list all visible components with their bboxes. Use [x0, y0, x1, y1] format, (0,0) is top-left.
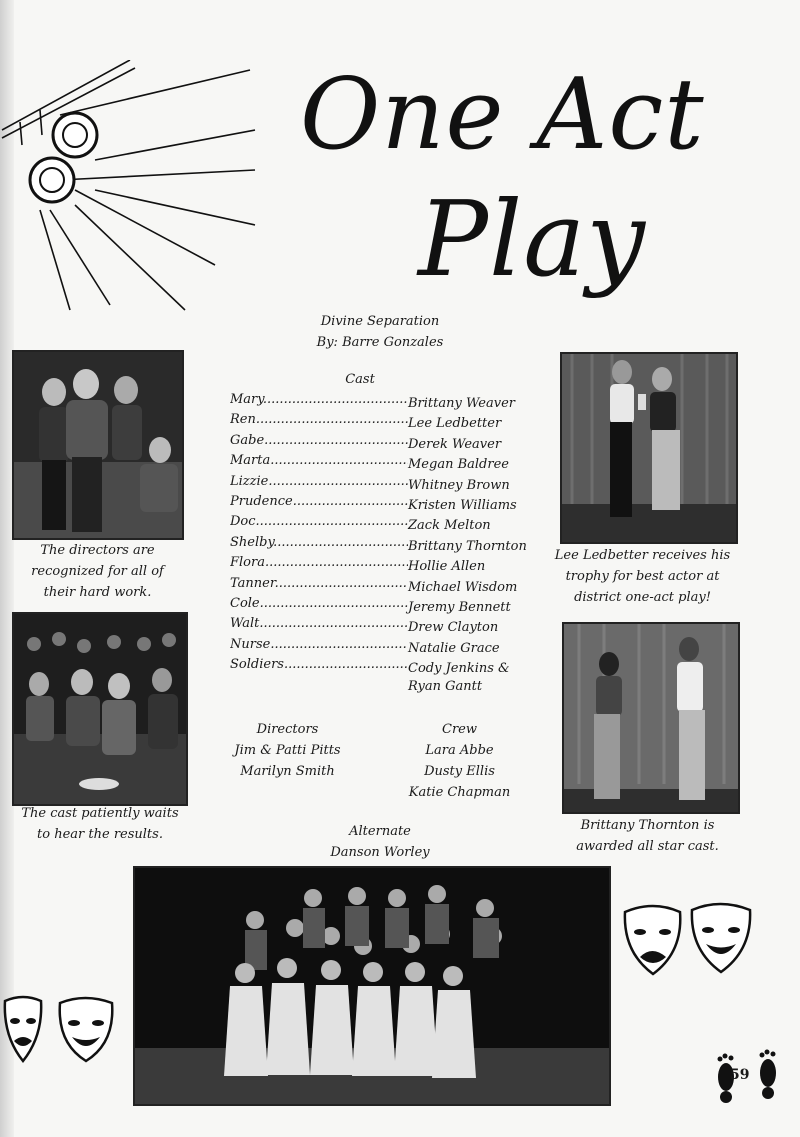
cast-role: Soldiers ..... [230, 657, 408, 672]
page-title-line1: One Act [300, 58, 705, 172]
cast-role: Ren ..... [230, 412, 408, 427]
cast-actor: Kristen Williams [408, 498, 517, 513]
cast-actor: Zack Melton [408, 518, 491, 534]
cast-row [230, 433, 560, 452]
directors-line2: Marilyn Smith [240, 764, 335, 779]
cast-role: Nurse ..... [230, 637, 408, 652]
caption-directors-line2: recognized for all of [31, 564, 164, 579]
cast-row [230, 637, 560, 656]
photo-directors [12, 350, 184, 540]
photo-cast-waiting [12, 612, 188, 806]
cast-actor: Drew Clayton [408, 620, 499, 636]
cast-row [230, 576, 560, 595]
cast-actor: Brittany Weaver [408, 396, 515, 411]
spotlight-icon [0, 60, 270, 320]
caption-cast-line2: to hear the results. [37, 827, 163, 842]
crew-heading: Crew [442, 722, 477, 737]
cast-role: Marta ..... [230, 453, 408, 468]
caption-trophy-line3: district one-act play! [574, 590, 711, 605]
cast-actor: Natalie Grace [408, 640, 500, 656]
photo-trophy [560, 352, 738, 544]
cast-heading: Cast [345, 372, 375, 387]
crew-line2: Dusty Ellis [424, 764, 495, 779]
caption-cast-waiting [15, 803, 185, 845]
crew-line3: Katie Chapman [408, 785, 511, 800]
alternate-name: Danson Worley [330, 845, 430, 860]
cast-row [230, 596, 560, 615]
cast-role: Mary ..... [230, 392, 408, 407]
cast-role: Cole ..... [230, 596, 408, 611]
photo-cast-group [133, 866, 611, 1106]
cast-row [230, 392, 560, 411]
caption-directors-line3: their hard work. [43, 585, 152, 600]
cast-actor: Brittany Thornton [408, 538, 527, 554]
cast-role: Gabe ..... [230, 433, 408, 448]
cast-actor: Derek Weaver [408, 436, 502, 452]
caption-directors [15, 540, 180, 603]
cast-role: Prudence ..... [230, 494, 408, 509]
caption-trophy [550, 545, 735, 608]
cast-role: Shelby ..... [230, 535, 408, 550]
crew-block [392, 719, 527, 803]
photo-all-star [562, 622, 740, 814]
caption-cast-line1: The cast patiently waits [21, 806, 179, 821]
cast-row [230, 412, 560, 431]
cast-row [230, 474, 560, 493]
page-number: 59 [730, 1067, 750, 1083]
cast-extra: Ryan Gantt [408, 679, 483, 694]
cast-role: Doc ..... [230, 514, 408, 529]
cast-actor: Michael Wisdom [408, 579, 518, 595]
caption-trophy-line2: trophy for best actor at [565, 569, 720, 584]
directors-heading: Directors [256, 722, 319, 737]
cast-role: Walt ..... [230, 616, 408, 631]
cast-row [230, 535, 560, 554]
cast-role: Lizzie ..... [230, 474, 408, 489]
alternate-block [310, 821, 450, 863]
cast-actor: Jeremy Bennett [408, 600, 511, 615]
directors-line1: Jim & Patti Pitts [234, 743, 341, 758]
play-author: By: Barre Gonzales [316, 335, 444, 350]
cast-actor: Megan Baldree [408, 457, 509, 473]
theater-masks-icon [0, 993, 120, 1068]
cast-row [230, 616, 560, 635]
play-name: Divine Separation [320, 314, 440, 329]
page-title-line2: Play [418, 178, 646, 300]
caption-allstar-line2: awarded all star cast. [576, 839, 719, 854]
directors-block [215, 719, 360, 782]
cast-role: Flora ..... [230, 555, 408, 570]
cast-row [230, 555, 560, 574]
alternate-heading: Alternate [349, 824, 411, 839]
cast-row [230, 657, 560, 676]
cast-row [230, 453, 560, 472]
play-info [300, 311, 460, 353]
caption-allstar-line1: Brittany Thornton is [580, 818, 715, 833]
caption-trophy-line1: Lee Ledbetter receives his [554, 548, 731, 563]
caption-all-star [560, 815, 735, 857]
cast-row [230, 494, 560, 513]
cast-role: Tanner ..... [230, 576, 408, 591]
cast-actor: Lee Ledbetter [408, 416, 502, 432]
cast-actor: Whitney Brown [408, 477, 510, 493]
crew-line1: Lara Abbe [425, 743, 494, 758]
cast-actor: Hollie Allen [408, 559, 486, 575]
cast-actor: Cody Jenkins & [408, 661, 510, 677]
caption-directors-line1: The directors are [40, 543, 155, 558]
cast-row [230, 514, 560, 533]
theater-masks-icon [620, 902, 760, 982]
